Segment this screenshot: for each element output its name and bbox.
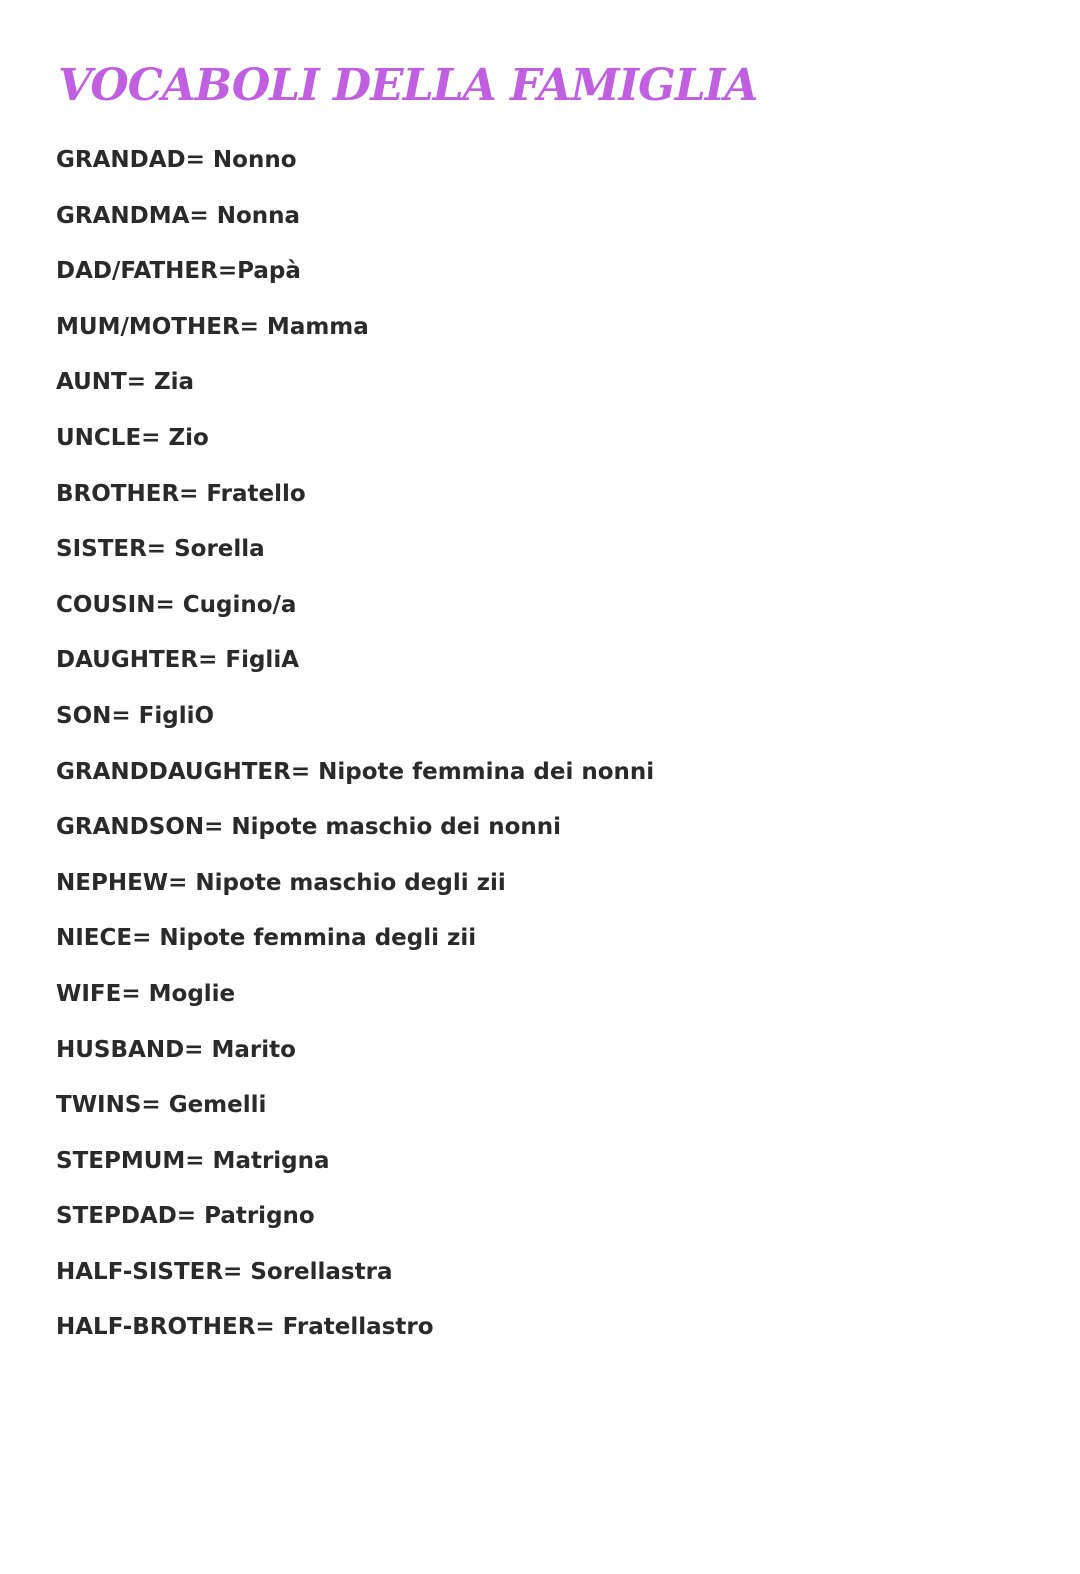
vocabulary-item: WIFE= Moglie (56, 980, 236, 1007)
vocabulary-item: AUNT= Zia (56, 369, 195, 396)
vocabulary-item: DAD/FATHER=Papà (56, 258, 301, 285)
vocabulary-item: NIECE= Nipote femmina degli zii (56, 925, 477, 952)
vocabulary-item: STEPDAD= Patrigno (56, 1203, 315, 1230)
page-title: VOCABOLI DELLA FAMIGLIA (58, 60, 758, 111)
vocabulary-item: GRANDDAUGHTER= Nipote femmina dei nonni (56, 758, 655, 785)
vocabulary-item: HALF-SISTER= Sorellastra (56, 1258, 393, 1285)
vocabulary-item: GRANDMA= Nonna (56, 202, 301, 229)
vocabulary-item: MUM/MOTHER= Mamma (56, 313, 369, 340)
vocabulary-item: HUSBAND= Marito (56, 1036, 296, 1063)
vocabulary-item: NEPHEW= Nipote maschio degli zii (56, 869, 506, 896)
vocabulary-item: BROTHER= Fratello (56, 480, 306, 507)
vocabulary-item: GRANDAD= Nonno (56, 147, 297, 173)
vocabulary-item: SISTER= Sorella (56, 536, 265, 563)
vocabulary-item: GRANDSON= Nipote maschio dei nonni (56, 814, 562, 841)
vocabulary-item: STEPMUM= Matrigna (56, 1147, 330, 1174)
vocabulary-item: TWINS= Gemelli (56, 1092, 267, 1119)
vocabulary-list (56, 141, 654, 1364)
vocabulary-item: UNCLE= Zio (56, 424, 209, 451)
vocabulary-item: DAUGHTER= FigliA (56, 647, 300, 674)
vocabulary-item: SON= FigliO (56, 702, 215, 729)
vocabulary-item: COUSIN= Cugino/a (56, 591, 297, 618)
vocabulary-item: HALF-BROTHER= Fratellastro (56, 1314, 434, 1341)
